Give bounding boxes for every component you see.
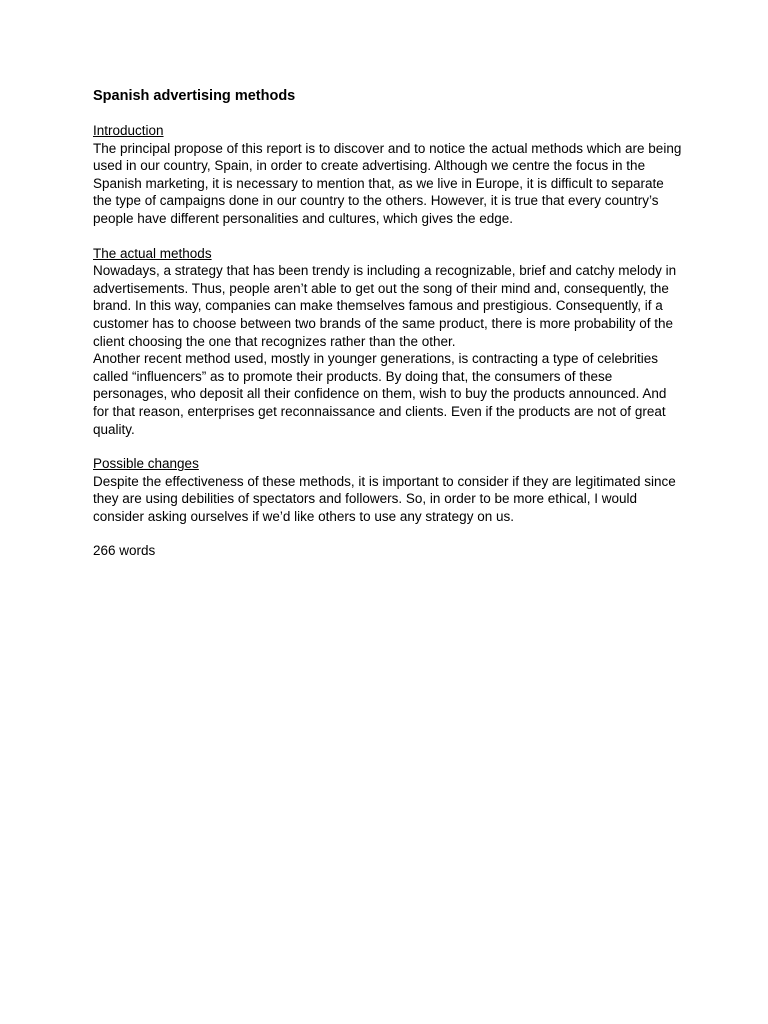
section-heading-actual-methods: The actual methods [93, 245, 212, 261]
paragraph: Nowadays, a strategy that has been trendy is including a recognizable, brief and catchy melody in advertisements. Thus, people aren’t able to get out the song of their mind and, consequently, the brand. In this way, companies can make themselves famous and prestigious. Consequently, if a customer has to choose between two brands of the same product, there is more probability of the client choosing the one that recognizes rather than the other. [93, 263, 677, 349]
word-count: 266 words [93, 543, 156, 559]
paragraph: The principal propose of this report is to discover and to notice the actual methods which are being used in our country, Spain, in order to create advertising. Although we centre the focus in the Spanish marketing, it is necessary to mention that, as we live in Europe, it is difficult to separate the type of campaigns done in our country to the others. However, it is true that every country’s people have different personalities and cultures, which gives the edge. [93, 140, 682, 226]
section-heading-introduction: Introduction [93, 123, 164, 138]
document-title: Spanish advertising methods [93, 88, 296, 104]
paragraph: Another recent method used, mostly in younger generations, is contracting a type of celebrities called “influencers” as to promote their products. By doing that, the consumers of these personages, who deposit all their confidence on them, wish to buy the products announced. And for that reason, enterprises get reconnaissance and clients. Even if the products are not of great quality. [93, 351, 667, 437]
document-page [93, 87, 683, 560]
section-actual-methods [93, 245, 683, 439]
paragraph: Despite the effectiveness of these methods, it is important to consider if they are legitimated since they are using debilities of spectators and followers. So, in order to be more ethical, I would consider asking ourselves if we’d like others to use any strategy on us. [93, 473, 676, 524]
section-introduction [93, 122, 683, 228]
section-possible-changes [93, 455, 683, 525]
section-heading-possible-changes: Possible changes [93, 456, 199, 472]
